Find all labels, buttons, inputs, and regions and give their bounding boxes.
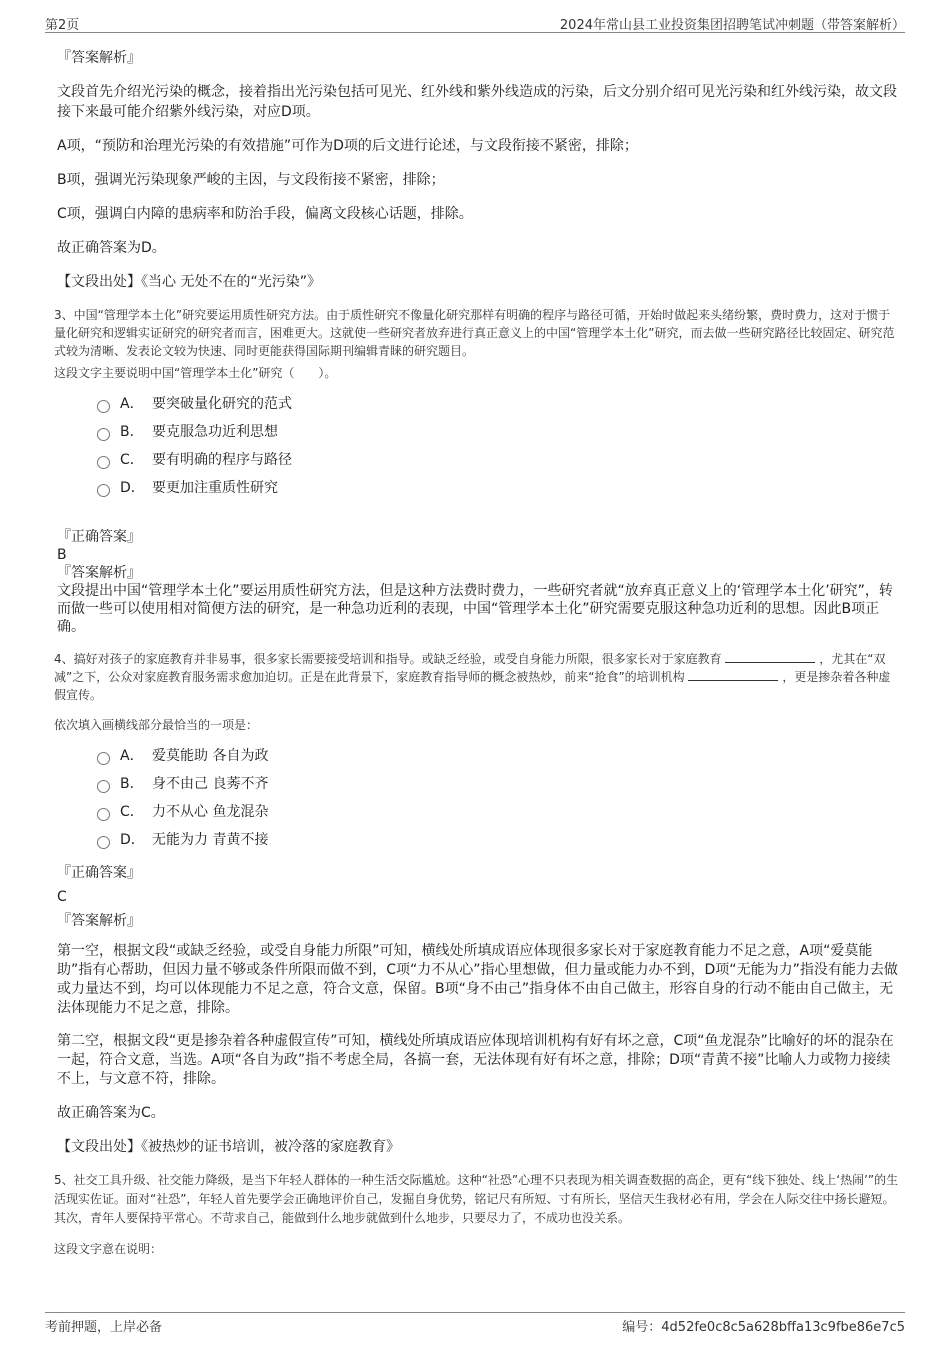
q3-stem: 3、中国“管理学本土化”研究要运用质性研究方法。由于质性研究不像量化研究那样有明确的程序与路径可循，开始时做起来头绪纷繁，费时费力，这对于惯于量化研究和逻辑实证研究的研究者而言，困难更大。这就使一些研究者放弃进行真正意义上的中国“管理学本土化”研究，而去做一些研究路径比较固定、研究范式较为清晰、发表论文较为快速、同时更能获得国际期刊编辑青睐的研究题目。	[54, 308, 895, 358]
radio-icon[interactable]	[97, 456, 110, 469]
q2-answer-summary: 故正确答案为D。	[57, 240, 166, 256]
option-text: 要突破量化研究的范式	[152, 396, 292, 412]
q5-question: 这段文字意在说明：	[54, 1242, 163, 1256]
q4-stem	[54, 650, 900, 704]
radio-icon[interactable]	[97, 752, 110, 765]
q4-question: 依次填入画横线部分最恰当的一项是：	[54, 718, 259, 732]
q2-analysis-p1: 文段首先介绍光污染的概念，接着指出光污染包括可见光、红外线和紫外线造成的污染，后文分别介绍可见光污染和红外线污染，故文段接下来最可能介绍紫外线污染，对应D项。	[57, 84, 897, 120]
option-letter: D．	[120, 832, 145, 848]
q5-stem: 5、社交工具升级、社交能力降级，是当下年轻人群体的一种生活交际尴尬。这种“社恐”心理不只表现为相关调查数据的高企，更有“线下独处、线上‘热闹’”的生活现实佐证。面对“社恐”，年轻人首先要学会正确地评价自己，发掘自身优势，铭记尺有所短、寸有所长，坚信天生我材必有用，学会在人际交往中扬长避短。其次，青年人要保持平常心。不苛求自己，能做到什么地步就做到什么地步，只要尽力了，不成功也没关系。	[54, 1173, 899, 1225]
q3-option-b[interactable]	[97, 418, 900, 446]
q4-options	[97, 742, 900, 854]
option-text: 要克服急功近利思想	[152, 424, 278, 440]
option-letter: B．	[120, 424, 144, 440]
q4-source: 【文段出处】《被热炒的证书培训，被冷落的家庭教育》	[57, 1139, 400, 1155]
q3-option-d[interactable]	[97, 474, 900, 502]
q4-answer-label: 『正确答案』	[57, 865, 141, 881]
q2-source: 【文段出处】《当心 无处不在的“光污染”》	[57, 274, 321, 290]
page-number: 第2页	[45, 18, 80, 33]
radio-icon[interactable]	[97, 428, 110, 441]
document-title: 2024年常山县工业投资集团招聘笔试冲刺题（带答案解析）	[559, 18, 905, 33]
q3-options	[97, 390, 900, 502]
option-text: 要更加注重质性研究	[152, 480, 278, 496]
q2-analysis-p4: C项，强调白内障的患病率和防治手段，偏离文段核心话题，排除。	[57, 206, 473, 222]
radio-icon[interactable]	[97, 400, 110, 413]
q3-option-a[interactable]	[97, 390, 900, 418]
option-text: 身不由己 良莠不齐	[152, 776, 269, 792]
document-id: 编号：4d52fe0c8c5a628bffa13c9fbe86e7c5	[622, 1320, 905, 1335]
page-content	[54, 42, 900, 1268]
q4-option-b[interactable]	[97, 770, 900, 798]
fill-blank-2	[688, 668, 778, 681]
fill-blank-1	[725, 650, 815, 663]
radio-icon[interactable]	[97, 808, 110, 821]
q4-analysis-p2: 第二空，根据文段“更是掺杂着各种虚假宣传”可知，横线处所填成语应体现培训机构有好有坏之意，C项“鱼龙混杂”比喻好的坏的混杂在一起，符合文意，当选。A项“各自为政”指不考虑全局，各搞一套，无法体现有好有坏之意，排除；D项“青黄不接”比喻人力或物力接续不上，与文意不符，排除。	[57, 1033, 894, 1087]
radio-icon[interactable]	[97, 484, 110, 497]
q4-stem-part3: ，更是掺杂着各种虚假宣传。	[54, 670, 891, 702]
q4-answer: C	[57, 889, 67, 905]
radio-icon[interactable]	[97, 836, 110, 849]
q2-analysis-p2: A项，“预防和治理光污染的有效措施”可作为D项的后文进行论述，与文段衔接不紧密，排除；	[57, 138, 638, 154]
q3-answer-label: 『正确答案』	[57, 529, 141, 545]
option-text: 力不从心 鱼龙混杂	[152, 804, 269, 820]
q3-analysis: 文段提出中国“管理学本土化”要运用质性研究方法，但是这种方法费时费力，一些研究者就“放弃真正意义上的‘管理学本土化’研究”，转而做一些可以使用相对简便方法的研究，是一种急功近利的表现，中国“管理学本土化”研究需要克服这种急功近利的思想。因此B项正确。	[57, 583, 893, 635]
q3-question: 这段文字主要说明中国“管理学本土化”研究（ ）。	[54, 366, 337, 380]
page-footer	[45, 1313, 905, 1333]
option-letter: D．	[120, 480, 145, 496]
q4-stem-part2: ，尤其在“双减”之下，公众对家庭教育服务需求愈加迫切。正是在此背景下，家庭教育指导师的概念被热炒，前来“抢食”的培训机构	[54, 652, 886, 684]
q3-answer: B	[57, 547, 67, 563]
q4-answer-summary: 故正确答案为C。	[57, 1105, 165, 1121]
q4-option-a[interactable]	[97, 742, 900, 770]
option-text: 无能为力 青黄不接	[152, 832, 269, 848]
q3-analysis-label: 『答案解析』	[57, 565, 141, 581]
header-divider	[45, 32, 905, 33]
page-header	[45, 12, 905, 32]
option-text: 要有明确的程序与路径	[152, 452, 292, 468]
q4-option-c[interactable]	[97, 798, 900, 826]
q4-analysis-label: 『答案解析』	[57, 913, 141, 929]
footer-slogan: 考前押题，上岸必备	[45, 1320, 163, 1335]
option-letter: A．	[120, 396, 144, 412]
option-letter: C．	[120, 804, 144, 820]
q3-option-c[interactable]	[97, 446, 900, 474]
option-letter: A．	[120, 748, 144, 764]
option-text: 爱莫能助 各自为政	[152, 748, 269, 764]
q2-analysis-p3: B项，强调光污染现象严峻的主因，与文段衔接不紧密，排除；	[57, 172, 445, 188]
q4-analysis-p1: 第一空，根据文段“或缺乏经验，或受自身能力所限”可知，横线处所填成语应体现很多家长对于家庭教育能力不足之意，A项“爱莫能助”指有心帮助，但因力量不够或条件所限而做不到，C项“力不从心”指心里想做，但力量或能力办不到，D项“无能为力”指没有能力去做或力量达不到，均可以体现能力不足之意，符合文意，保留。B项“身不由己”指身体不由自己做主，形容自身的行动不能由自己做主，无法体现能力不足之意，排除。	[57, 943, 898, 1016]
option-letter: C．	[120, 452, 144, 468]
option-letter: B．	[120, 776, 144, 792]
q2-analysis-label: 『答案解析』	[57, 50, 141, 66]
q4-stem-part1: 4、搞好对孩子的家庭教育并非易事，很多家长需要接受培训和指导。或缺乏经验，或受自身能力所限，很多家长对于家庭教育	[54, 652, 722, 666]
q4-option-d[interactable]	[97, 826, 900, 854]
radio-icon[interactable]	[97, 780, 110, 793]
